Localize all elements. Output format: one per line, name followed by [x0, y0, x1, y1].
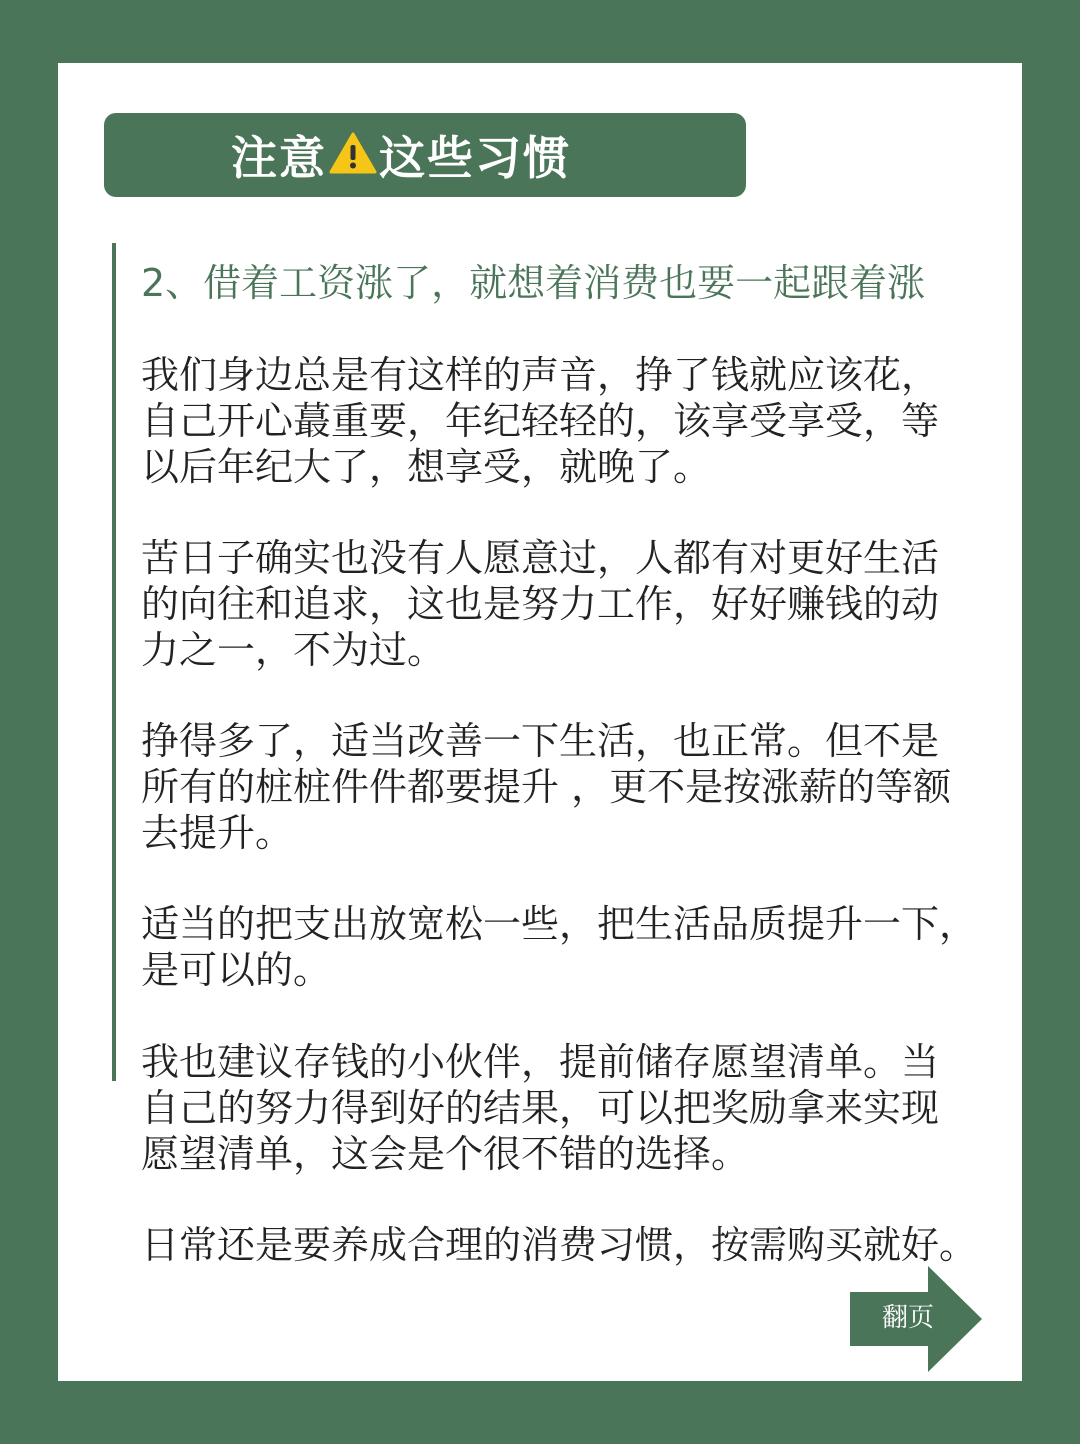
paragraph-line: 挣得多了，适当改善一下生活，也正常。但不是 [141, 719, 940, 763]
title-text-before: 注意 [231, 131, 327, 185]
paragraph-2 [141, 535, 991, 673]
warning-icon [329, 131, 377, 175]
paragraph-5 [141, 1039, 991, 1177]
paragraph-line: 所有的桩桩件件都要提升 ，更不是按涨薪的等额 [141, 765, 952, 809]
paragraph-line: 自己的努力得到好的结果，可以把奖励拿来实现 [141, 1086, 940, 1130]
section-heading: 2、借着工资涨了，就想着消费也要一起跟着涨 [141, 261, 926, 305]
paragraph-line: 适当的把支出放宽松一些，把生活品质提升一下， [141, 902, 978, 946]
page-title [231, 122, 571, 188]
paragraph-line: 是可以的。 [141, 948, 332, 992]
title-text-after: 这些习惯 [379, 131, 571, 185]
title-banner [104, 113, 746, 197]
paragraph-1 [141, 352, 991, 490]
paragraph-line: 苦日子确实也没有人愿意过，人都有对更好生活 [141, 536, 940, 580]
paragraph-line: 以后年纪大了，想享受，就晚了。 [141, 445, 712, 489]
paragraph-4 [141, 901, 991, 993]
paragraph-line: 去提升。 [141, 811, 294, 855]
paragraph-line: 我们身边总是有这样的声音，挣了钱就应该花， [141, 353, 940, 397]
next-page-label[interactable]: 翻页 [881, 1303, 934, 1333]
paragraph-line: 力之一，不为过。 [141, 628, 446, 672]
paragraph-line: 自己开心蕞重要，年纪轻轻的，该享受享受，等 [141, 399, 940, 443]
paragraph-6 [141, 1222, 991, 1268]
left-accent-rule [112, 243, 116, 1081]
paragraph-line: 的向往和追求，这也是努力工作，好好赚钱的动 [141, 582, 940, 626]
paragraph-line: 我也建议存钱的小伙伴，提前储存愿望清单。当 [141, 1040, 940, 1084]
paragraph-3 [141, 718, 991, 856]
paragraph-line: 日常还是要养成合理的消费习惯，按需购买就好。 [141, 1223, 978, 1267]
paragraph-line: 愿望清单，这会是个很不错的选择。 [141, 1132, 750, 1176]
